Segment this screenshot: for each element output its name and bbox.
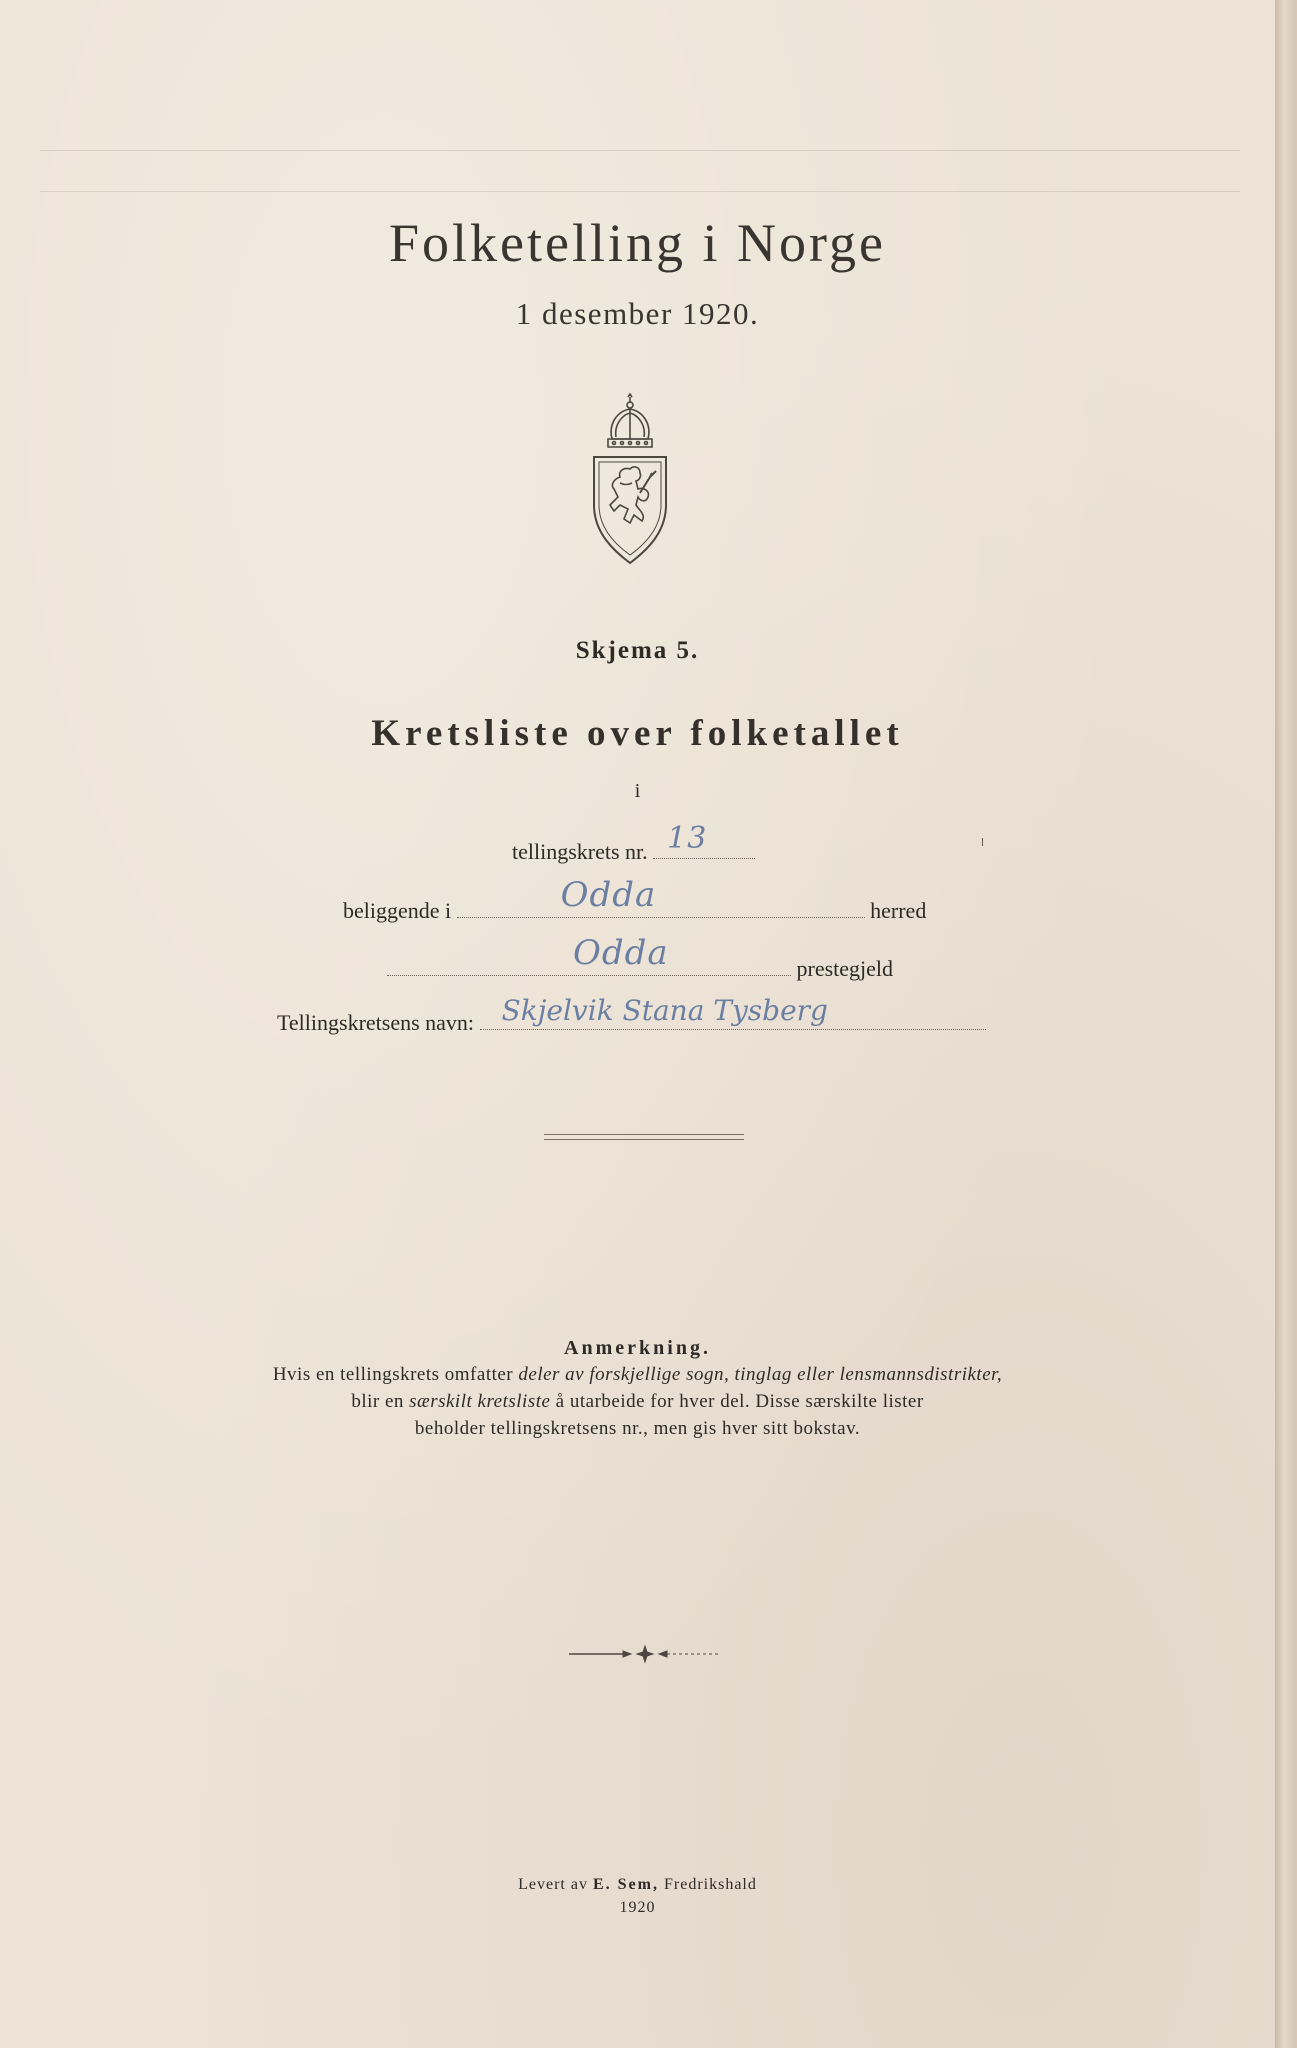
prestegjeld-label: prestegjeld — [796, 956, 894, 981]
herred-value: Odda — [560, 875, 657, 915]
printer-name: E. Sem, — [592, 1876, 659, 1893]
page-edge — [1275, 0, 1297, 2048]
printer-city: Fredrikshald — [658, 1876, 757, 1893]
note-line-1 — [0, 1364, 1275, 1386]
navn-row — [277, 994, 986, 1036]
preposition-i: i — [634, 780, 641, 802]
tellingskrets-row — [512, 821, 755, 865]
coat-of-arms-icon — [590, 393, 670, 568]
tellingskrets-field[interactable] — [653, 821, 755, 859]
navn-field[interactable] — [480, 994, 986, 1030]
note-line-1-text: Hvis en tellingskrets omfatter — [272, 1364, 519, 1385]
navn-value: Skjelvik Stana Tysberg — [501, 994, 828, 1027]
note-line-3: beholder tellingskretsens nr., men gis hver sitt bokstav. — [414, 1418, 861, 1439]
note-line-2-italic: særskilt kretsliste — [409, 1391, 551, 1412]
tellingskrets-value: 13 — [667, 821, 708, 856]
margin-tick — [982, 838, 983, 846]
beliggende-row — [343, 875, 927, 924]
schema-number: Skjema 5. — [575, 637, 700, 664]
prestegjeld-row — [387, 933, 894, 982]
herred-label: herred — [870, 898, 927, 923]
navn-label: Tellingskretsens navn: — [277, 1010, 475, 1035]
prestegjeld-value: Odda — [573, 933, 669, 973]
note-line-1-italic: deler av forskjellige sogn, tinglag eller lensmannsdistrikter, — [518, 1364, 1003, 1385]
note-title: Anmerkning. — [564, 1337, 711, 1359]
herred-field[interactable] — [457, 875, 865, 918]
divider-rule — [544, 1134, 744, 1140]
beliggende-label: beliggende i — [343, 898, 452, 923]
document-title: Folketelling i Norge — [389, 213, 886, 273]
note-line-2-text-c: å utarbeide for hver del. Disse særskilte lister — [550, 1391, 924, 1412]
note-line-2 — [0, 1391, 1275, 1413]
tellingskrets-label: tellingskrets nr. — [512, 839, 648, 864]
form-heading: Kretsliste over folketallet — [371, 713, 904, 754]
printer-year: 1920 — [619, 1899, 656, 1916]
prestegjeld-field[interactable] — [387, 933, 791, 976]
document-date: 1 desember 1920. — [515, 296, 760, 331]
printer-line — [0, 1876, 1275, 1894]
note-line-2-text-a: blir en — [351, 1391, 410, 1412]
ornament-divider-icon — [565, 1644, 725, 1664]
printer-prefix: Levert av — [518, 1876, 593, 1893]
